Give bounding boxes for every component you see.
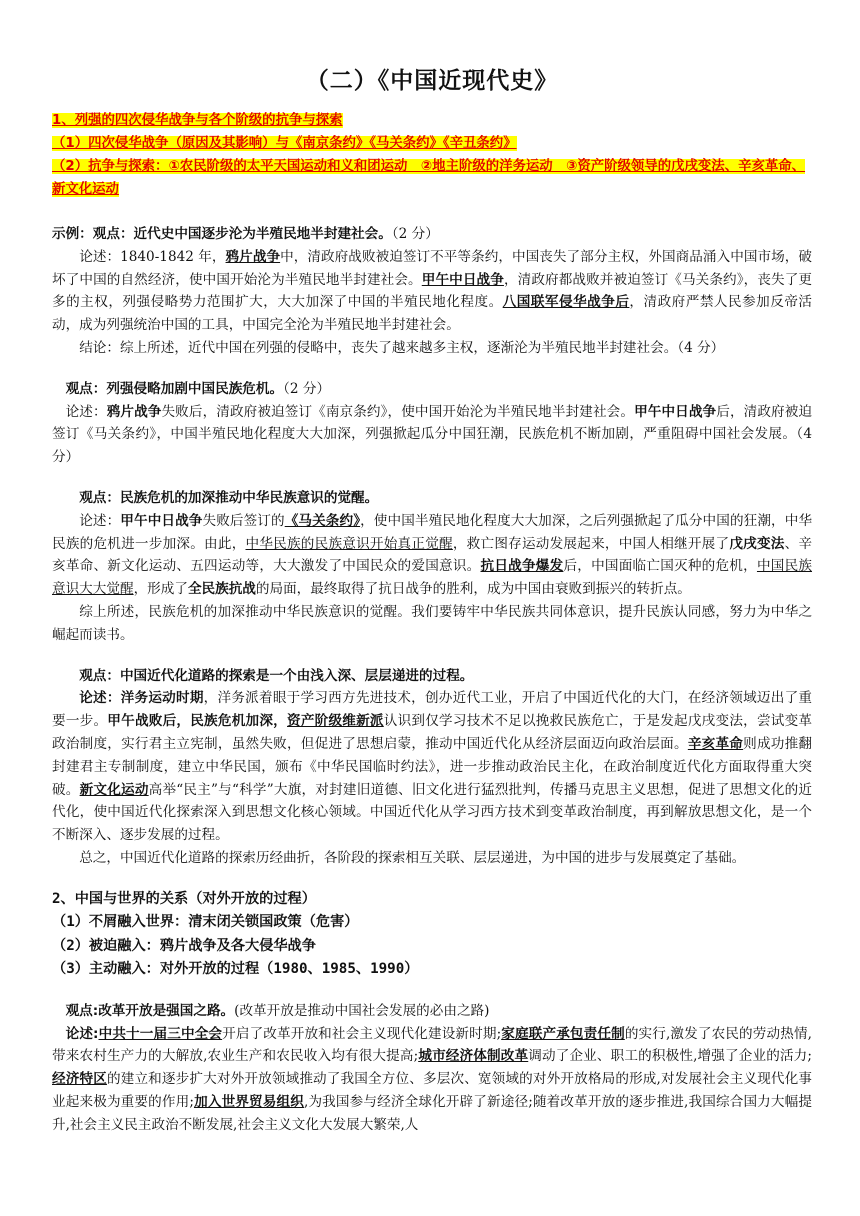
body-text: ,为我国参与经济全球化开辟了新途径;随着改革开放的逐步推进,我国综合国力大幅提升,社会主义民主政治不断发展,社会主义文化大发展大繁荣,人 xyxy=(52,1093,812,1133)
highlight-line-3 xyxy=(52,155,812,201)
keyword: 城市经济体制改革 xyxy=(418,1048,529,1065)
body-text: 失败后，清政府被迫签订《南京条约》，使中国开始沦为半殖民地半封建社会。 xyxy=(161,403,635,420)
keyword: 加入世界贸易组织 xyxy=(193,1093,304,1110)
keyword: 甲午中日战争 xyxy=(421,271,504,288)
spacer xyxy=(52,982,812,1000)
example-5-body xyxy=(52,1023,812,1137)
body-text: 的实行,激发了农民的劳动热情,带来农村生产力的大解放,农业生产和农民收入均有很大提高; xyxy=(52,1025,812,1065)
viewpoint-text: 观点:改革开放是强国之路。 xyxy=(65,1002,235,1019)
example-3-heading xyxy=(52,487,812,510)
body-text: 论述： xyxy=(79,512,121,529)
underlined-text: 中国民族意识大大觉醒 xyxy=(52,558,813,598)
body-text: ，清政府严禁人民参加反帝活动，成为列强统治中国的工具，中国完全沦为半殖民地半封建社会。 xyxy=(52,294,813,334)
example-4-body xyxy=(52,687,812,847)
keyword: 戊戌变法 xyxy=(729,535,785,552)
body-text: 中，清政府战败被迫签订不平等条约，中国丧失了部分主权，外国商品涌入中国市场，破坏了中国的自然经济，使中国开始沦为半殖民地半封建社会。 xyxy=(52,248,813,288)
body-text: ，救亡图存运动发展起来，中国人相继开展了 xyxy=(452,535,730,552)
keyword: 鸦片战争 xyxy=(225,248,281,265)
keyword: 甲午中日战争 xyxy=(634,403,717,420)
highlight-line-2 xyxy=(52,132,812,155)
viewpoint-text: 示例：观点：近代史中国逐步沦为半殖民地半封建社会。 xyxy=(52,226,392,242)
keyword: 全民族抗战 xyxy=(187,581,256,598)
body-text: ，洋务派着眼于学习西方先进技术，创办近代工业，开启了中国近代化的大门，在经济领域迈出了重要一步。 xyxy=(52,690,813,730)
body-text: ，使中国半殖民地化程度大大加深，之后列强掀起了瓜分中国的狂潮，中华民族的危机进一步加深。由此， xyxy=(52,512,813,552)
keyword: 资产阶级维新派 xyxy=(287,713,384,730)
example-1-heading xyxy=(52,223,812,246)
example-4-conclusion: 总之，中国近代化道路的探索历经曲折，各阶段的探索相互关联、层层递进，为中国的进步与发展奠定了基础。 xyxy=(79,849,746,866)
example-4-heading xyxy=(52,665,812,688)
example-3-conclusion: 综上所述，民族危机的加深推动中华民族意识的觉醒。我们要铸牢中华民族共同体意识，提升民族认同感，努力为中华之崛起而读书。 xyxy=(52,603,812,643)
keyword: 甲午战败后，民族危机加深， xyxy=(107,713,287,730)
body-text: 则成功推翻封建君主专制制度，建立中华民国，颁布《中华民国临时约法》，进一步推动政治民主化，在政治制度近代化方面取得重大突破。 xyxy=(52,735,813,798)
page-title: （二）《中国近现代史》 xyxy=(305,68,559,94)
body-text: 论述：1840-1842 年， xyxy=(79,248,226,265)
keyword: 中共十一届三中全会 xyxy=(98,1025,223,1042)
section-2-item: （3）主动融入：对外开放的过程（1980、1985、1990） xyxy=(52,961,419,978)
keyword: 论述：洋务运动时期 xyxy=(79,690,204,707)
body-text: 认识到仅学习技术不足以挽救民族危亡，于是发起戊戌变法，尝试变革政治制度，实行君主立宪制，虽然失败，但促进了思想启蒙，推动中国近代化从经济层面迈向政治层面。 xyxy=(52,713,813,752)
highlight-text: （1）四次侵华战争（原因及其影响）与《南京条约》《马关条约》《辛丑条约》 xyxy=(52,136,517,151)
viewpoint-text: 观点：列强侵略加剧中国民族危机。 xyxy=(65,380,284,397)
score-text: （2 分） xyxy=(283,380,331,397)
viewpoint-text: 观点：中国近代化道路的探索是一个由浅入深、层层递进的过程。 xyxy=(79,667,474,684)
keyword: 抗日战争爆发 xyxy=(480,558,564,575)
body-text: 、辛亥革命、新文化运动、五四运动等，大大激发了中国民众的爱国意识。 xyxy=(52,535,813,575)
example-3-body xyxy=(52,510,812,601)
body-text: 高举“民主”与“科学”大旗，对封建旧道德、旧文化进行猛烈批判，传播马克思主义思想，促进了思想文化的近代化，使中国近代化探索深入到思想文化核心领域。中国近代化从学习西方技术到变革政治制度，再到解放思想文化，是一个不断深入、逐步发展的过程。 xyxy=(52,781,813,844)
keyword: 《马关条约》 xyxy=(284,512,361,529)
body-text: 的建立和逐步扩大对外开放领域推动了我国全方位、多层次、宽领域的对外开放格局的形成,对发展社会主义现代化事业起来极为重要的作用; xyxy=(52,1071,812,1110)
highlight-line-1 xyxy=(52,109,812,132)
section-2-item: （2）被迫融入：鸦片战争及各大侵华战争 xyxy=(52,937,316,954)
body-text: 的局面，最终取得了抗日战争的胜利，成为中国由衰败到振兴的转折点。 xyxy=(255,581,691,598)
keyword: 论述: xyxy=(65,1025,99,1042)
body-text: 开启了改革开放和社会主义现代化建设新时期; xyxy=(222,1025,502,1042)
body-text: 后，清政府被迫签订《马关条约》，中国半殖民地化程度大大加深，列强掀起瓜分中国狂潮，民族危机不断加剧，严重阻碍中国社会发展。（4 分） xyxy=(52,403,813,466)
underlined-text: 中华民族的民族意识开始真正觉醒 xyxy=(245,535,453,552)
spacer xyxy=(52,360,812,378)
keyword: 新文化运动 xyxy=(79,781,149,798)
highlight-text: 1、列强的四次侵华战争与各个阶级的抗争与探索 xyxy=(52,113,343,128)
body-text: 论述： xyxy=(65,403,107,420)
example-2-heading xyxy=(52,378,812,401)
body-text: ，形成了 xyxy=(133,581,188,598)
score-text: （2 分） xyxy=(391,226,439,242)
spacer xyxy=(52,870,812,888)
body-text: ，清政府都战败并被迫签订《马关条约》，丧失了更多的主权，列强侵略势力范围扩大，大大加深了中国的半殖民地化程度。 xyxy=(52,271,813,311)
example-2-body xyxy=(52,401,812,469)
keyword: 甲午中日战争 xyxy=(120,512,203,529)
keyword: 辛亥革命 xyxy=(687,735,744,752)
keyword: 经济特区 xyxy=(52,1071,107,1088)
keyword: 鸦片战争 xyxy=(106,403,162,420)
section-2-heading: 2、中国与世界的关系（对外开放的过程） xyxy=(52,890,316,907)
example-5-heading xyxy=(52,1000,812,1023)
spacer xyxy=(52,469,812,487)
keyword: 家庭联产承包责任制 xyxy=(501,1025,625,1042)
example-1-conclusion: 结论：综上所述，近代中国在列强的侵略中，丧失了越来越多主权，逐渐沦为半殖民地半封建社会。（4 分） xyxy=(79,339,725,356)
body-text: 失败后签订的 xyxy=(202,512,285,529)
subtitle-text: (改革开放是推动中国社会发展的必由之路) xyxy=(234,1002,490,1019)
highlight-text: （2）抗争与探索：①农民阶级的太平天国运动和义和团运动 ②地主阶级的洋务运动 ③资产阶级领导的戊戌变法、辛亥革命、新文化运动 xyxy=(52,159,806,197)
viewpoint-text: 观点：民族危机的加深推动中华民族意识的觉醒。 xyxy=(79,489,379,506)
example-1-body xyxy=(52,246,812,337)
document-page xyxy=(52,0,812,1137)
keyword: 八国联军侵华战争后 xyxy=(502,294,630,311)
spacer xyxy=(52,647,812,665)
body-text: 调动了企业、职工的积极性,增强了企业的活力; xyxy=(528,1048,813,1065)
section-2-item: （1）不屑融入世界：清末闭关锁国政策（危害） xyxy=(52,914,359,931)
body-text: 后，中国面临亡国灭种的危机， xyxy=(563,558,757,575)
spacer xyxy=(52,201,812,223)
